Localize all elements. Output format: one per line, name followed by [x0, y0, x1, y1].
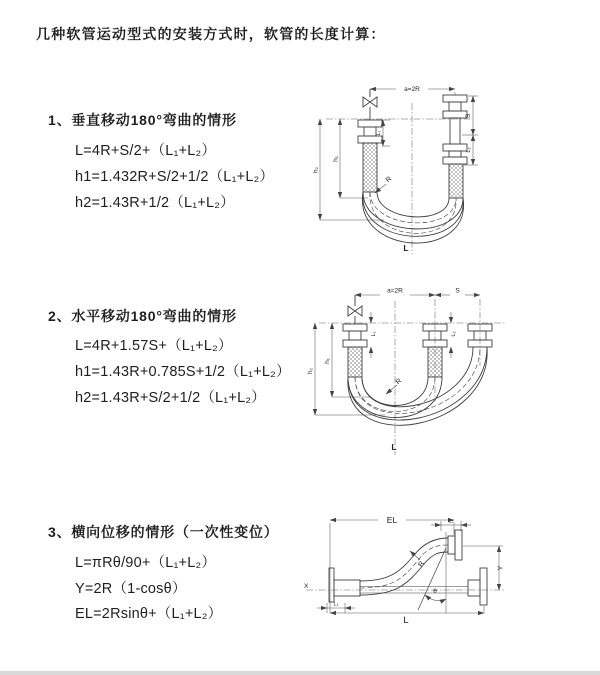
- braided-hose-section: [428, 347, 442, 377]
- dim-label-l2: L₂: [448, 518, 454, 525]
- dimension-lines: [315, 295, 480, 415]
- section2-formula-2: h1=1.43R+0.785S+1/2（L₁+L₂）: [75, 364, 291, 380]
- section3-formula-2: Y=2R（1-cosθ）: [75, 581, 187, 597]
- dim-label-h1: h₁: [324, 358, 331, 364]
- dimension-lines: [320, 89, 478, 220]
- dim-label-length: L: [391, 442, 397, 452]
- dim-label-h2: h₂: [307, 367, 314, 375]
- axis-mark: X: [304, 583, 309, 590]
- section1-heading: 1、垂直移动180°弯曲的情形: [48, 112, 237, 128]
- section3-heading: 3、横向位移的情形（一次性变位）: [48, 524, 279, 540]
- braided-hose-section: [449, 164, 463, 198]
- diagram-vertical-180-bend: [312, 76, 562, 260]
- dim-label-l1: L₁: [371, 331, 377, 337]
- section3-formula-1: L=πRθ/90+（L₁+L₂）: [75, 555, 217, 571]
- dim-label-width: a=2R: [387, 287, 403, 295]
- section3-formula-3: EL=2Rsinθ+（L₁+L₂）: [75, 606, 223, 622]
- section2-formula-3: h2=1.43R+S/2+1/2（L₁+L₂）: [75, 390, 266, 406]
- dim-label-l2: L₂: [451, 331, 457, 337]
- dim-label-offset: S: [455, 287, 460, 295]
- valve-icon: [370, 97, 377, 107]
- dim-label-width: a=2R: [404, 86, 420, 93]
- dimension-lines: [317, 520, 503, 613]
- upper-flange: [455, 530, 462, 560]
- dim-label-l1: L₁: [376, 130, 382, 136]
- diagram-horizontal-180-bend: [305, 281, 595, 465]
- dim-label-l2: L₂: [466, 147, 472, 153]
- braided-hose-section: [348, 347, 362, 377]
- diagram-lateral-displacement: [298, 502, 598, 647]
- dim-label-y: Y: [497, 565, 505, 571]
- page-title: 几种软管运动型式的安装方式时，软管的长度计算：: [36, 26, 386, 42]
- valve-icon: [348, 306, 355, 316]
- section2-formula-1: L=4R+1.57S+（L₁+L₂）: [75, 338, 233, 354]
- dim-label-el: EL: [386, 515, 398, 525]
- dim-label-radius: R: [384, 175, 394, 185]
- scan-edge-artifact: [0, 671, 600, 675]
- dim-label-radius: R: [394, 377, 404, 387]
- section2-heading: 2、水平移动180°弯曲的情形: [48, 308, 237, 324]
- dim-label-h1: h₁: [332, 156, 340, 162]
- dim-label-radius: R: [417, 560, 426, 569]
- dim-label-theta: θ: [433, 588, 437, 595]
- dim-label-l1: L₁: [333, 601, 339, 608]
- section1-formula-2: h1=1.432R+S/2+1/2（L₁+L₂）: [75, 169, 275, 185]
- hose-assembly-drawing: [343, 295, 492, 425]
- section1-formula-3: h2=1.43R+1/2（L₁+L₂）: [75, 195, 235, 211]
- dim-label-s: S: [465, 113, 472, 119]
- centerlines: [319, 299, 505, 455]
- dim-label-length: L: [403, 615, 409, 626]
- section1-formula-1: L=4R+S/2+（L₁+L₂）: [75, 143, 217, 159]
- dim-label-h2: h₂: [312, 166, 320, 174]
- hose-assembly-drawing: [329, 530, 487, 610]
- valve-icon: [355, 306, 362, 316]
- right-flange: [480, 568, 487, 605]
- dim-label-length: L: [403, 243, 409, 253]
- braided-hose-section: [363, 143, 377, 192]
- valve-icon: [363, 97, 370, 107]
